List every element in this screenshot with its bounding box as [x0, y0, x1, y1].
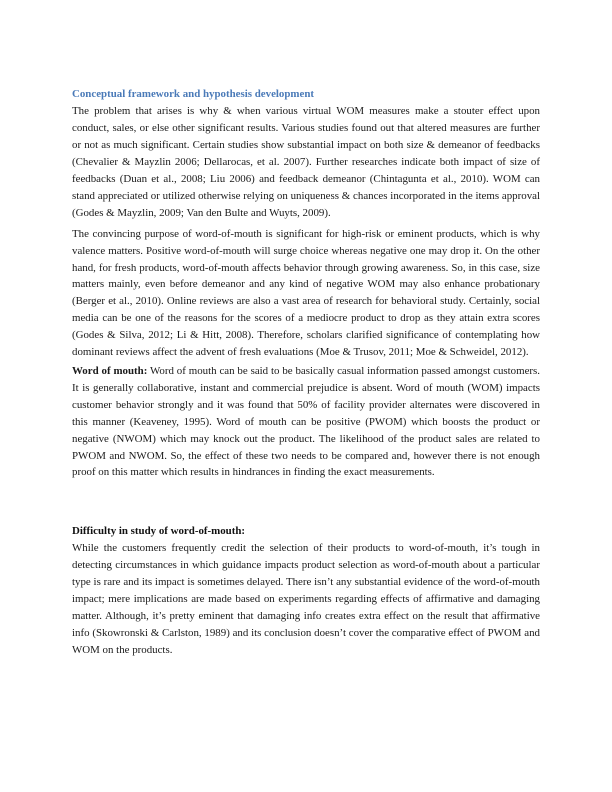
section-spacer: [72, 485, 540, 523]
document-page: [72, 86, 540, 663]
paragraph-convincing-purpose: The convincing purpose of word-of-mouth is significant for high-risk or eminent products, which is why valence matters. Positive word-of-mouth will surge choice whereas negative one may drop it. On the other hand, for fresh products, word-of-mouth affects behavior through growing awareness. So, in this case, size matters mainly, even before demeanor and any kind of negative WOM may also enhance probationary (Berger et al., 2010). Online reviews are also a vast area of research for behavioral study. Certainly, social media can be one of the reasons for the scores of a mediocre product to drop as they attain extra scores (Godes & Silva, 2012; Li & Hitt, 2008). Therefore, scholars clarified significance of contemplating how dominant reviews affect the advent of fresh evaluations (Moe & Trusov, 2011; Moe & Schweidel, 2012).: [72, 227, 540, 359]
paragraph-difficulty: While the customers frequently credit the selection of their products to word-of-mouth, it’s tough in detecting circumstances in which guidance impacts product selection as word-of-mouth about a particular type is rare and its impact is sometimes delayed. There isn’t any substantial evidence of the word-of-mouth impact; mere implications are made based on experiments regarding effects of affirmative and damaging matter. Although, it’s pretty eminent that damaging info creates extra effect on the result that affirmative info (Skowronski & Carlston, 1989) and its conclusion doesn’t cover the comparative effect of PWOM and WOM on the products.: [72, 542, 540, 656]
paragraph-wom-measures: The problem that arises is why & when various virtual WOM measures make a stouter effect upon conduct, sales, or else other significant results. Various studies found out that altered measures are further or not as much significant. Certain studies show substantial impact on both size & demeanor of feedbacks (Chevalier & Mayzlin 2006; Dellarocas, et al. 2007). Further researches indicate both impact of size of feedbacks (Duan et al., 2008; Liu 2006) and feedback demeanor (Chintagunta et al., 2010). WOM can stand appreciated or utilized otherwise relying on uniqueness & chances incorporated in the items approval (Godes & Mayzlin, 2009; Van den Bulte and Wuyts, 2009).: [72, 105, 540, 219]
word-of-mouth-label: Word of mouth:: [72, 365, 148, 377]
word-of-mouth-text: Word of mouth can be said to be basically casual information passed amongst customers. It is generally collaborative, instant and commercial prejudice is absent. Word of mouth (WOM) impacts customer behavior strongly and it was found that 50% of facility provider alternates were discovered in this manner (Keaveney, 1995). Word of mouth can be positive (PWOM) which boosts the product or negative (NWOM) which may knock out the product. The likelihood of the product sales are related to PWOM and NWOM. So, the effect of these two needs to be compared and, however there is not enough proof on this matter which results in hindrances in finding the exact measurements.: [72, 365, 540, 479]
section-heading-difficulty: Difficulty in study of word-of-mouth:: [72, 525, 246, 538]
paragraph-word-of-mouth: [72, 363, 540, 481]
section-heading-conceptual-framework: Conceptual framework and hypothesis development: [72, 88, 315, 100]
